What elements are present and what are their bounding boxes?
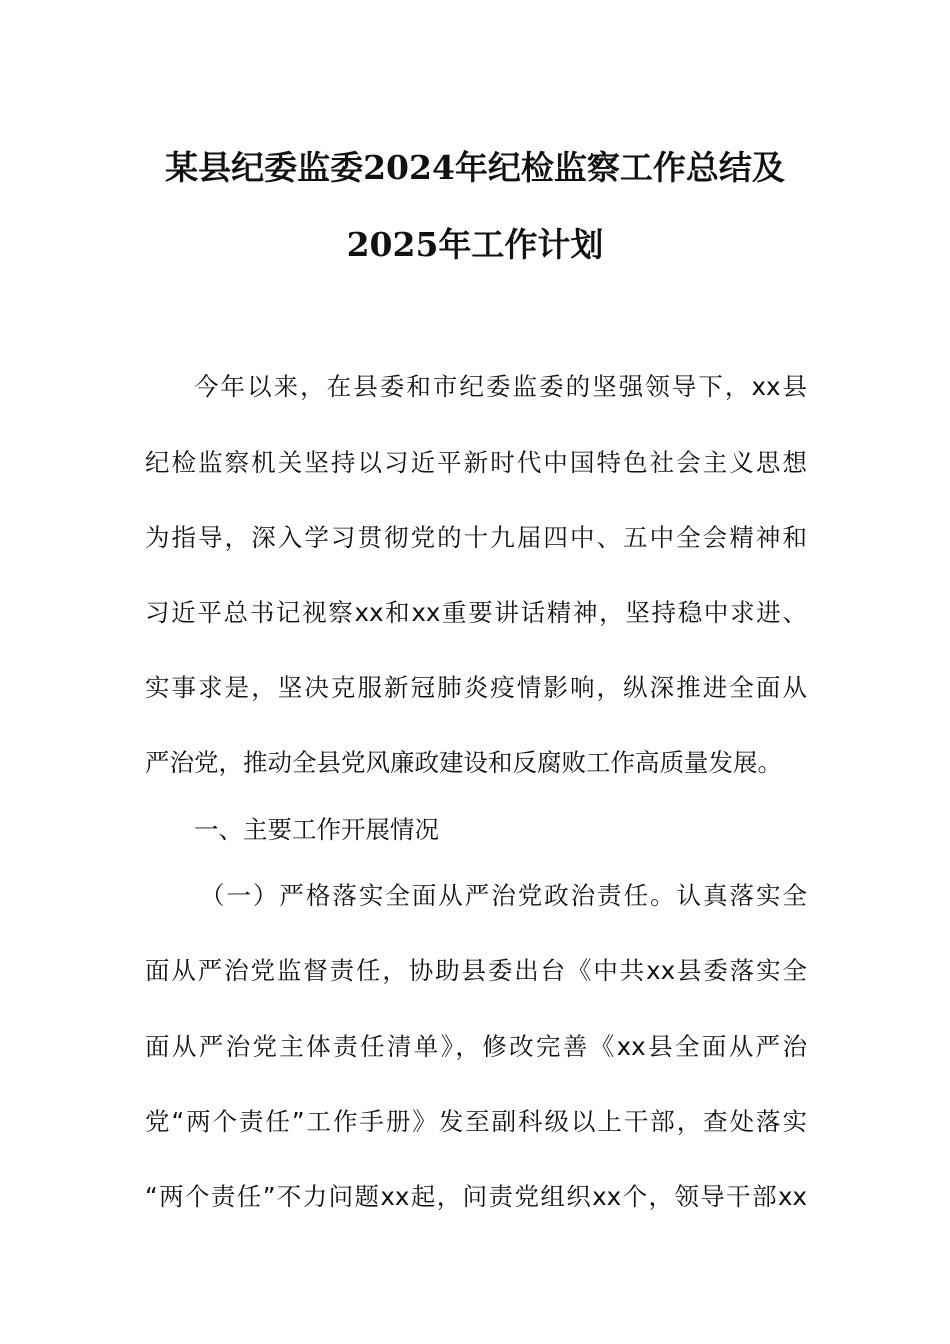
paragraph-line-4: 习近平总书记视察xx和xx重要讲话精神，坚持稳中求进、 — [145, 598, 807, 627]
paragraph-line-5: 实事求是，坚决克服新冠肺炎疫情影响，纵深推进全面从 — [145, 673, 807, 702]
paragraph-line-10: 党“两个责任”工作手册》发至副科级以上干部，查处落实 — [145, 1107, 807, 1136]
paragraph-line-11: “两个责任”不力问题xx起，问责党组织xx个，领导干部xx — [145, 1182, 807, 1211]
paragraph-line-8: 面从严治党监督责任，协助县委出台《中共xx县委落实全 — [145, 956, 807, 985]
paragraph-line-9: 面从严治党主体责任清单》，修改完善《xx县全面从严治 — [145, 1032, 807, 1061]
paragraph-line-1: 今年以来，在县委和市纪委监委的坚强领导下，xx县 — [194, 372, 807, 401]
paragraph-line-3: 为指导，深入学习贯彻党的十九届四中、五中全会精神和 — [145, 523, 807, 552]
paragraph-line-2: 纪检监察机关坚持以习近平新时代中国特色社会主义思想 — [145, 448, 807, 477]
section-heading: 一、主要工作开展情况 — [194, 815, 439, 844]
document-title-line-1: 某县纪委监委2024年纪检监察工作总结及 — [165, 148, 785, 187]
paragraph-line-7: （一）严格落实全面从严治党政治责任。认真落实全 — [200, 881, 807, 910]
paragraph-line-6: 严治党，推动全县党风廉政建设和反腐败工作高质量发展。 — [145, 748, 782, 777]
document-title-line-2: 2025年工作计划 — [346, 225, 604, 264]
